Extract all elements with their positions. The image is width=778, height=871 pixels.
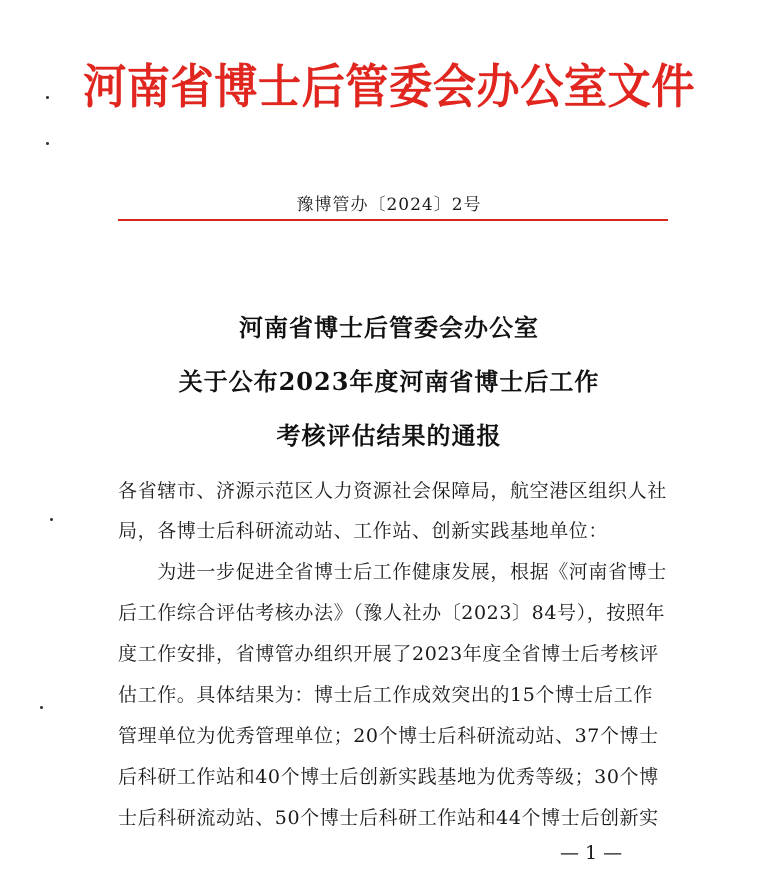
body-text-line: 度工作安排，省博管办组织开展了2023年度全省博士后考核评 xyxy=(118,643,659,665)
body-text-line: 后科研工作站和40个博士后创新实践基地为优秀等级；30个博 xyxy=(118,766,659,788)
body-text-line: 士后科研流动站、50个博士后科研工作站和44个博士后创新实 xyxy=(118,807,659,829)
notice-title-line-1: 河南省博士后管委会办公室 xyxy=(239,313,539,342)
body-text-line: 估工作。具体结果为：博士后工作成效突出的15个博士后工作 xyxy=(118,684,653,706)
document-number: 豫博管办〔2024〕2号 xyxy=(296,195,482,215)
notice-title-line-2: 关于公布2023年度河南省博士后工作 xyxy=(178,367,600,396)
body-text-line: 为进一步促进全省博士后工作健康发展，根据《河南省博士 xyxy=(118,561,667,583)
red-separator-rule xyxy=(118,219,668,221)
body-text-line: 各省辖市、济源示范区人力资源社会保障局，航空港区组织人社 xyxy=(118,480,667,502)
notice-title-line-3: 考核评估结果的通报 xyxy=(276,421,502,450)
body-text-line: 局，各博士后科研流动站、工作站、创新实践基地单位： xyxy=(118,520,609,542)
body-text-line: 后工作综合评估考核办法》（豫人社办〔2023〕84号），按照年 xyxy=(118,602,666,624)
scan-speck xyxy=(50,518,53,521)
scan-speck xyxy=(40,706,43,709)
red-header-title: 河南省博士后管委会办公室文件 xyxy=(83,60,695,115)
page-number: — 1 — xyxy=(560,842,623,864)
scan-speck xyxy=(46,142,49,145)
body-text-line: 管理单位为优秀管理单位；20个博士后科研流动站、37个博士 xyxy=(118,725,659,747)
